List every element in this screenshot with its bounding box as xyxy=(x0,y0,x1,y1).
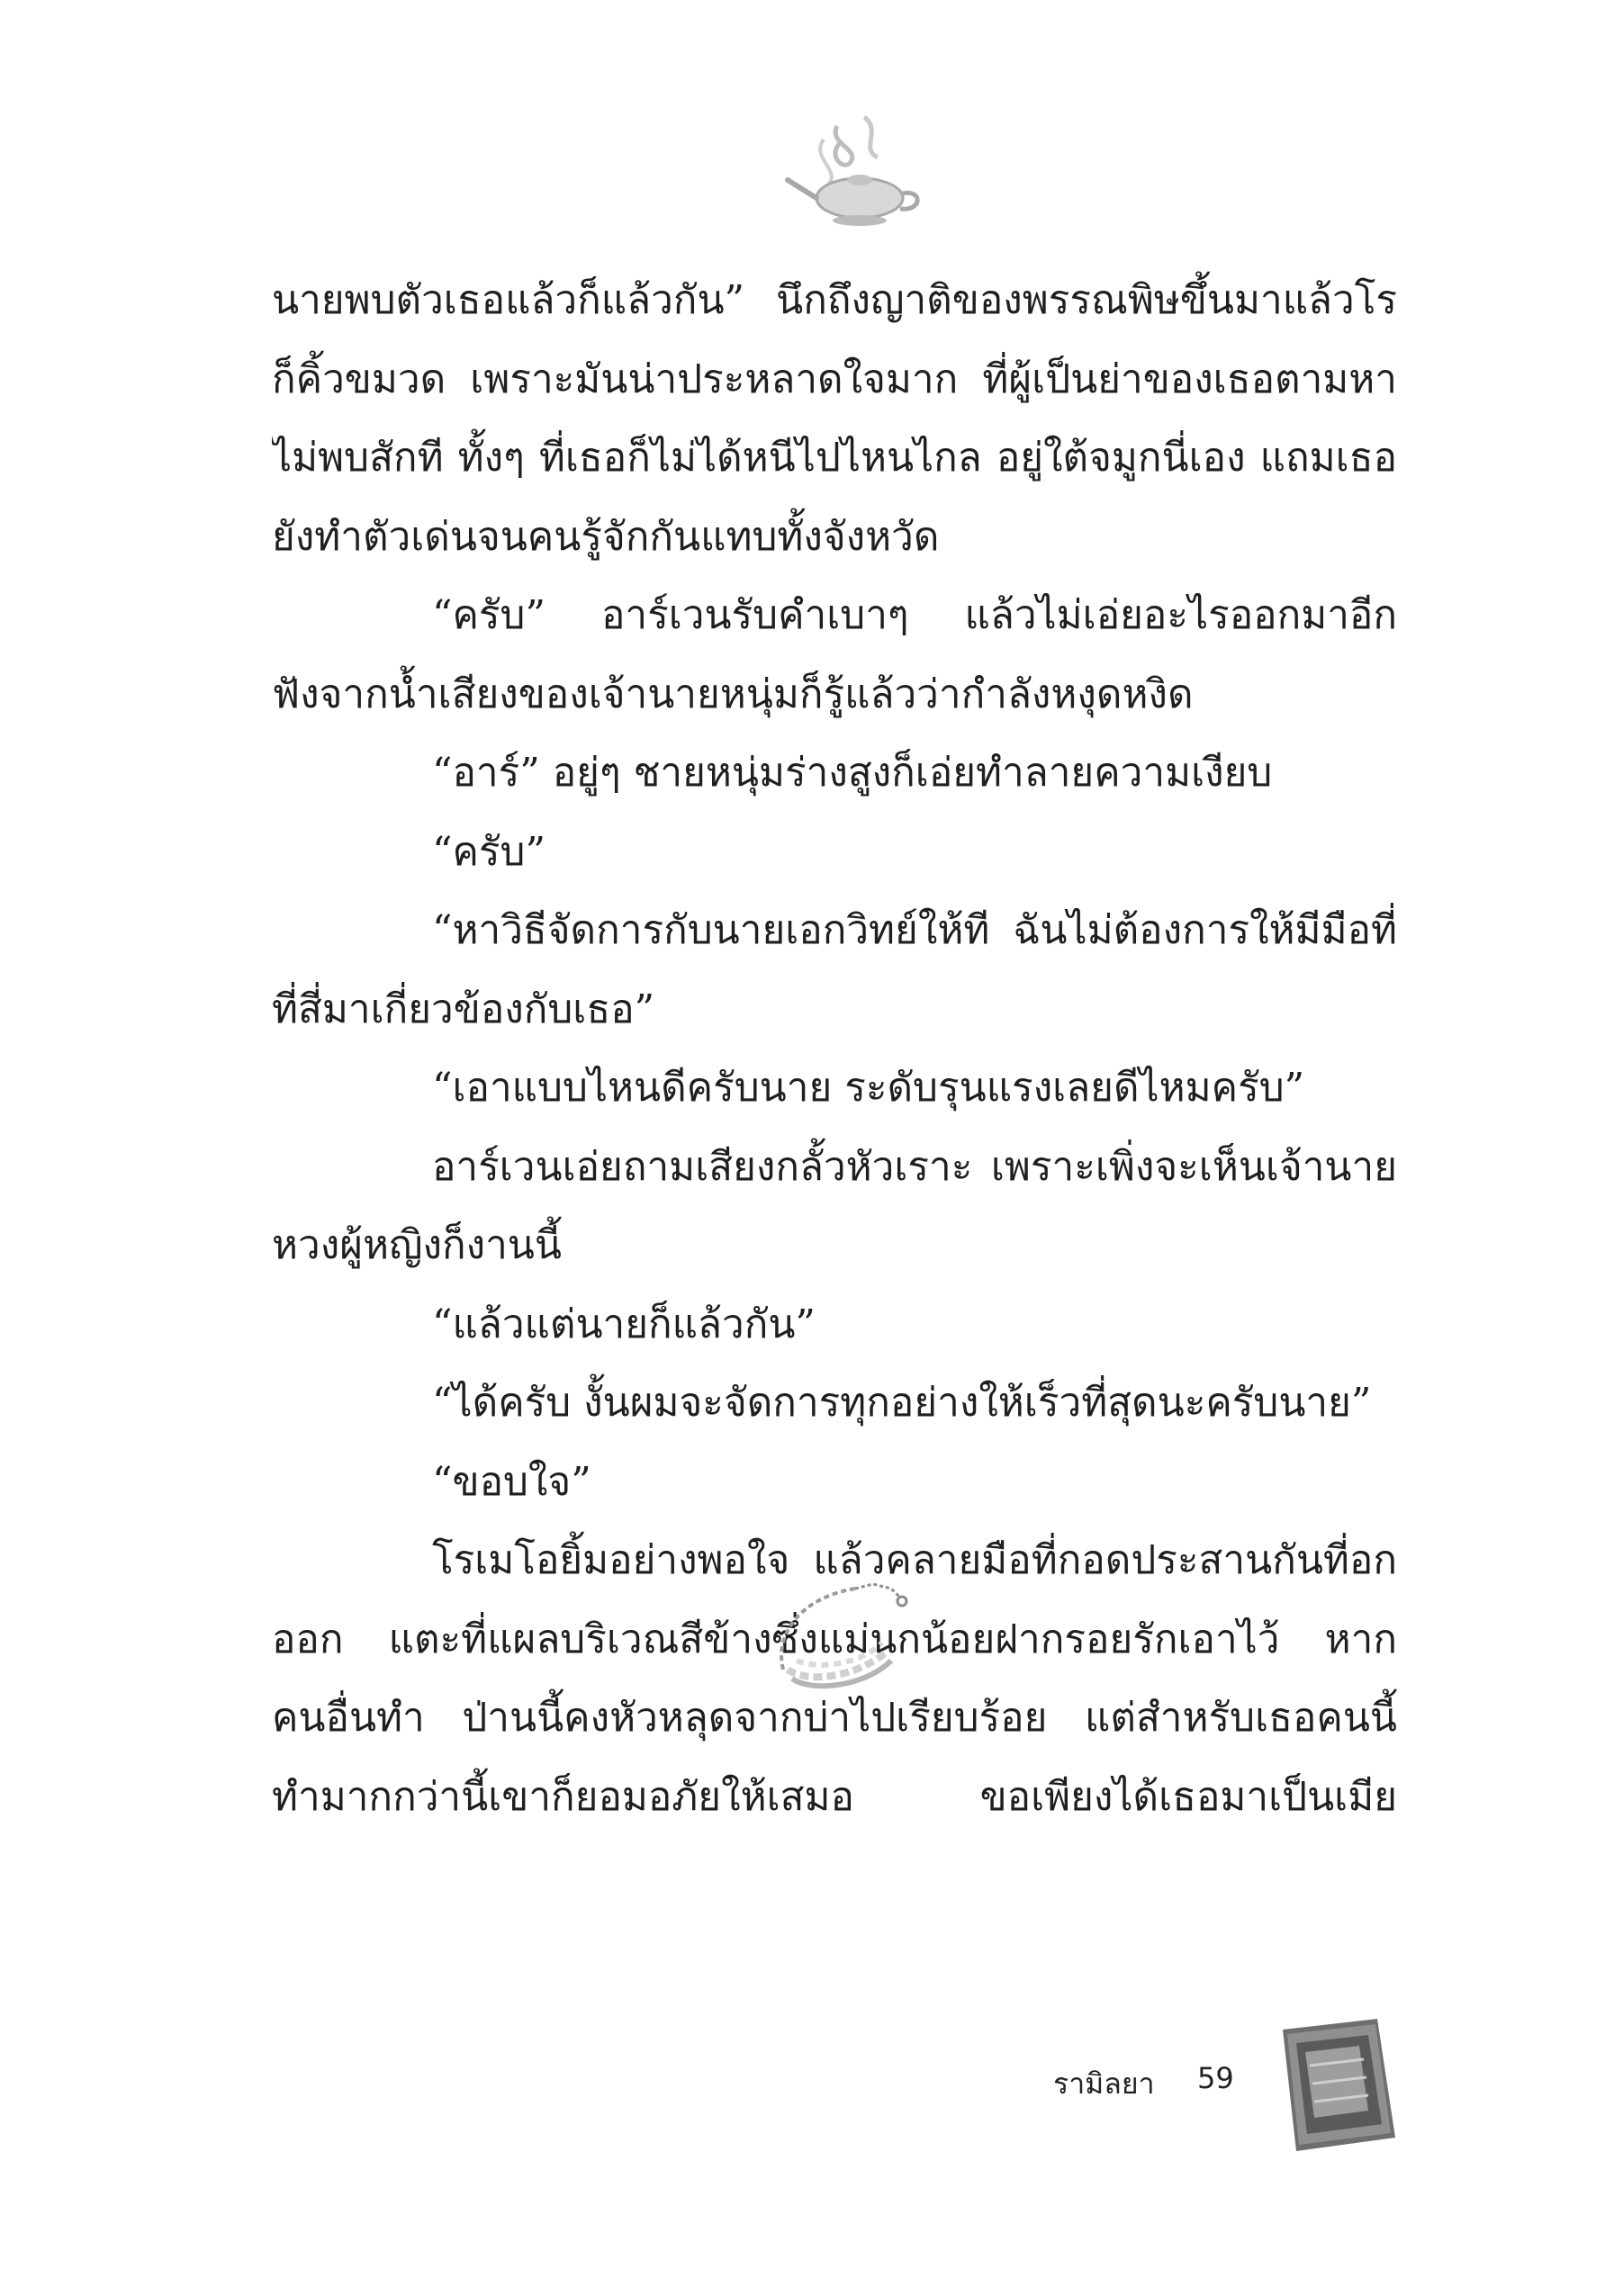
teapot-ornament-icon xyxy=(774,108,936,234)
text-line: “ครับ” xyxy=(432,828,546,875)
bracelet-ornament-icon xyxy=(756,1562,918,1706)
text-line: “ขอบใจ” xyxy=(432,1458,591,1505)
text-line: “อาร์” อยู่ๆ ชายหนุ่มร่างสูงก็เอ่ยทำลายความเงียบ xyxy=(432,750,1273,796)
wallet-book-icon xyxy=(1269,2012,1404,2156)
text-line: ฟังจากน้ำเสียงของเจ้านายหนุ่มก็รู้แล้วว่ากำลังหงุดหงิด xyxy=(272,671,1194,717)
text-line: “แล้วแต่นายก็แล้วกัน” xyxy=(432,1301,816,1347)
text-line: “ครับ” อาร์เวนรับคำเบาๆ แล้วไม่เอ่ยอะไรออกมาอีก xyxy=(432,592,1397,638)
text-line: อาร์เวนเอ่ยถามเสียงกลั้วหัวเราะ เพราะเพิ่งจะเห็นเจ้านาย xyxy=(432,1143,1397,1190)
text-line: “หาวิธีจัดการกับนายเอกวิทย์ให้ที ฉันไม่ต้องการให้มีมือที่ xyxy=(432,907,1397,953)
text-line: ยังทำตัวเด่นจนคนรู้จักกันแทบทั้งจังหวัด xyxy=(272,513,940,560)
book-title: รามิลยา xyxy=(1053,2066,1155,2101)
text-line: ไม่พบสักที ทั้งๆ ที่เธอก็ไม่ได้หนีไปไหนไกล อยู่ใต้จมูกนี่เอง แถมเธอ xyxy=(272,435,1397,481)
text-line: นายพบตัวเธอแล้วก็แล้วกัน” นึกถึงญาติของพรรณพิษขึ้นมาแล้วโร xyxy=(272,277,1397,323)
text-line: คนอื่นทำ ป่านนี้คงหัวหลุดจากบ่าไปเรียบร้อย แต่สำหรับเธอคนนี้ xyxy=(272,1695,1397,1741)
text-line: หวงผู้หญิงก็งานนี้ xyxy=(272,1222,562,1268)
text-line: โรเมโอยิ้มอย่างพอใจ แล้วคลายมือที่กอดประสานกันที่อก xyxy=(432,1537,1397,1583)
page-number: 59 xyxy=(1197,2061,1234,2095)
text-line: “เอาแบบไหนดีครับนาย ระดับรุนแรงเลยดีไหมครับ” xyxy=(432,1065,1305,1111)
text-line: “ได้ครับ งั้นผมจะจัดการทุกอย่างให้เร็วที่สุดนะครับนาย” xyxy=(432,1380,1372,1426)
text-line: ทำมากกว่านี้เขาก็ยอมอภัยให้เสมอ ขอเพียงได้เธอมาเป็นเมีย xyxy=(272,1773,1397,1820)
text-line: ที่สี่มาเกี่ยวข้องกับเธอ” xyxy=(272,986,655,1032)
text-line: ก็คิ้วขมวด เพราะมันน่าประหลาดใจมาก ที่ผู้เป็นย่าของเธอตามหา xyxy=(272,356,1397,402)
text-line: ออก แตะที่แผลบริเวณสีข้างซึ่งแม่นกน้อยฝากรอยรักเอาไว้ หาก xyxy=(272,1616,1397,1662)
